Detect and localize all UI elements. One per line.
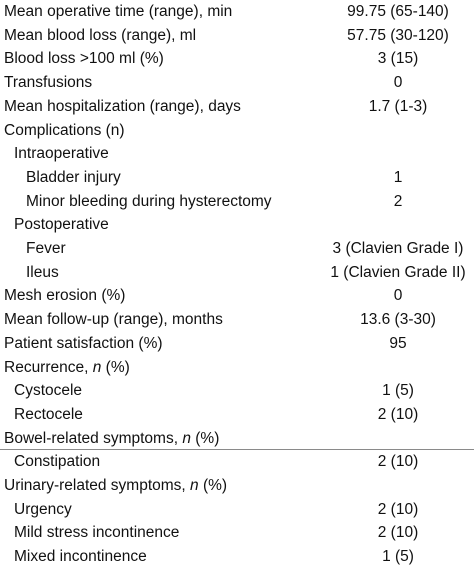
- row-value: 95: [389, 334, 407, 352]
- row-value: 99.75 (65-140): [347, 3, 449, 20]
- table-row: [2, 24, 474, 48]
- row-label-text: Mean operative time (range), min: [4, 3, 233, 20]
- table-row: [2, 403, 474, 427]
- row-label-text: Bowel-related symptoms, n (%): [4, 429, 220, 447]
- table-row: [2, 545, 474, 569]
- table-row: [2, 0, 474, 24]
- row-label: [2, 95, 322, 119]
- row-label: [2, 545, 322, 569]
- row-value: [322, 142, 474, 166]
- table-row: [2, 498, 474, 522]
- table-row: [2, 308, 474, 332]
- table-bottom-rule: [0, 449, 474, 450]
- table-row: [2, 261, 474, 285]
- table-row: [2, 332, 474, 356]
- table-row: [2, 427, 474, 451]
- row-value: 1 (5): [382, 382, 414, 400]
- table-row: [2, 450, 474, 474]
- row-label: [2, 450, 322, 474]
- row-value: 1 (Clavien Grade II): [330, 263, 466, 281]
- row-label-text: Blood loss >100 ml (%): [4, 50, 164, 68]
- row-label: [2, 308, 322, 332]
- row-label: [2, 356, 322, 380]
- italic-n: n: [92, 358, 102, 376]
- row-label: [2, 332, 322, 356]
- row-label-text: Transfusions: [4, 74, 93, 92]
- table-row: [2, 213, 474, 237]
- row-value: 57.75 (30-120): [347, 26, 449, 44]
- row-label-text: Ileus: [26, 263, 59, 281]
- row-label-text: Cystocele: [14, 382, 83, 400]
- row-value: [322, 119, 474, 143]
- row-label: [2, 166, 322, 190]
- row-value: 0: [393, 287, 403, 305]
- table-row: [2, 166, 474, 190]
- row-label: [2, 119, 322, 143]
- row-label-text: Mixed incontinence: [14, 548, 147, 566]
- row-label: [2, 474, 322, 498]
- row-value: 2: [393, 192, 403, 210]
- row-label: [2, 379, 322, 403]
- row-label: [2, 403, 322, 427]
- row-label-text: Postoperative: [14, 216, 109, 234]
- row-label-text: Rectocele: [14, 405, 83, 423]
- row-label-text: Bladder injury: [26, 168, 121, 186]
- table-row: [2, 119, 474, 143]
- italic-n: n: [190, 477, 199, 495]
- table-row: [2, 356, 474, 380]
- row-label: [2, 284, 322, 308]
- row-label-text: Urinary-related symptoms, n (%): [4, 477, 228, 495]
- row-label: [2, 142, 322, 166]
- table-row: [2, 71, 474, 95]
- row-label-text: Mean hospitalization (range), days: [4, 97, 241, 115]
- row-label-text: Patient satisfaction (%): [4, 334, 163, 352]
- row-label: [2, 71, 322, 95]
- row-label-text: Constipation: [14, 453, 101, 471]
- row-label-text: Mesh erosion (%): [4, 287, 126, 305]
- row-label-text: Recurrence, n (%): [4, 358, 130, 376]
- table-row: [2, 142, 474, 166]
- table-row: [2, 190, 474, 214]
- row-value: 1.7 (1-3): [368, 97, 428, 115]
- row-label-text: Mean follow-up (range), months: [4, 311, 223, 329]
- row-label: [2, 427, 322, 451]
- row-value: 2 (10): [377, 524, 419, 542]
- row-value: 2 (10): [377, 453, 419, 471]
- row-label-text: Minor bleeding during hysterectomy: [26, 192, 272, 210]
- row-value: 2 (10): [377, 405, 419, 423]
- table-row: [2, 95, 474, 119]
- row-value: 2 (10): [377, 500, 419, 518]
- table-row: [2, 521, 474, 545]
- row-value: [322, 474, 474, 498]
- row-value: 13.6 (3-30): [360, 311, 436, 329]
- row-label-text: Urgency: [14, 500, 72, 518]
- row-label: [2, 47, 322, 71]
- table-row: [2, 237, 474, 261]
- row-label-text: Mean blood loss (range), ml: [4, 26, 197, 44]
- outcomes-table: [2, 0, 474, 569]
- row-value: 1: [393, 168, 403, 186]
- row-label: [2, 261, 322, 285]
- table-row: [2, 284, 474, 308]
- row-label: [2, 498, 322, 522]
- row-value: 3 (Clavien Grade I): [332, 240, 464, 258]
- italic-n: n: [182, 429, 191, 447]
- table-row: [2, 47, 474, 71]
- row-value: 0: [393, 74, 403, 92]
- table-row: [2, 474, 474, 498]
- row-label-text: Fever: [26, 240, 66, 258]
- row-label: [2, 521, 322, 545]
- row-label: [2, 24, 322, 48]
- outcomes-table-body: [2, 0, 474, 569]
- row-value: [322, 213, 474, 237]
- row-value: [322, 356, 474, 380]
- row-label: [2, 0, 322, 24]
- row-label: [2, 190, 322, 214]
- row-label-text: Intraoperative: [14, 145, 109, 163]
- row-value: 3 (15): [377, 50, 419, 68]
- row-label: [2, 213, 322, 237]
- row-label-text: Complications (n): [4, 121, 125, 139]
- row-label: [2, 237, 322, 261]
- row-value: [322, 427, 474, 451]
- row-value: 1 (5): [382, 548, 414, 566]
- table-row: [2, 379, 474, 403]
- row-label-text: Mild stress incontinence: [14, 524, 180, 542]
